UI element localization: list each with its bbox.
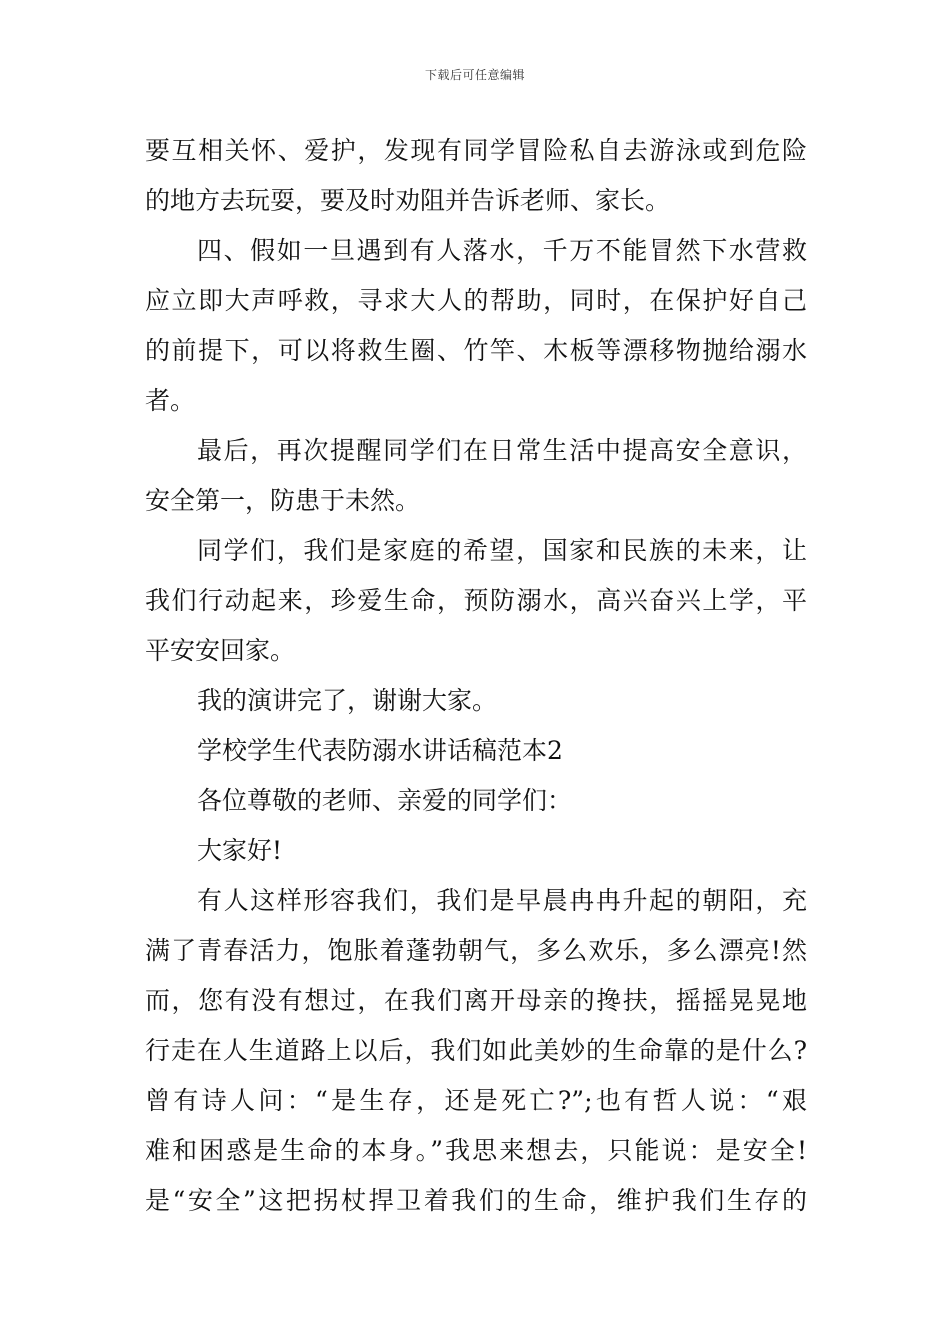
text-line: 大家好! — [197, 836, 283, 865]
text-line: 有人这样形容我们，我们是早晨冉冉升起的朝阳，充 — [197, 886, 807, 915]
text-line: 四、假如一旦遇到有人落水，千万不能冒然下水营救 — [197, 236, 807, 265]
text-line: 安全第一，防患于未然。 — [145, 486, 421, 515]
text-line: 而，您有没有想过，在我们离开母亲的搀扶，摇摇晃晃地 — [145, 986, 807, 1015]
text-line: 应立即大声呼救，寻求大人的帮助，同时，在保护好自己 — [145, 286, 807, 315]
document-body — [145, 126, 807, 1226]
text-line: 的地方去玩耍，要及时劝阻并告诉老师、家长。 — [145, 186, 671, 215]
text-line: 平安安回家。 — [145, 636, 296, 665]
text-line: 最后，再次提醒同学们在日常生活中提高安全意识， — [197, 436, 807, 465]
text-line: 同学们，我们是家庭的希望，国家和民族的未来，让 — [197, 536, 807, 565]
text-line: 要互相关怀、爱护，发现有同学冒险私自去游泳或到危险 — [145, 136, 807, 165]
text-line: 的前提下，可以将救生圈、竹竿、木板等漂移物抛给溺水 — [145, 336, 807, 365]
text-line: 者。 — [145, 386, 196, 415]
text-line: 我的演讲完了，谢谢大家。 — [197, 686, 498, 715]
text-line: 各位尊敬的老师、亲爱的同学们： — [197, 786, 573, 815]
text-line: 行走在人生道路上以后，我们如此美妙的生命靠的是什么? — [145, 1036, 807, 1065]
text-line: 学校学生代表防溺水讲话稿范本2 — [197, 736, 563, 765]
text-line: 曾有诗人问：“是生存，还是死亡?”;也有哲人说：“艰 — [145, 1086, 807, 1115]
text-line: 满了青春活力，饱胀着蓬勃朝气，多么欢乐，多么漂亮!然 — [145, 936, 807, 965]
text-line: 难和困惑是生命的本身。”我思来想去，只能说：是安全! — [145, 1136, 807, 1165]
text-line: 是“安全”这把拐杖捍卫着我们的生命，维护我们生存的 — [145, 1186, 807, 1215]
page-header: 下载后可任意编辑 — [424, 68, 525, 82]
text-line: 我们行动起来，珍爱生命，预防溺水，高兴奋兴上学，平 — [145, 586, 807, 615]
